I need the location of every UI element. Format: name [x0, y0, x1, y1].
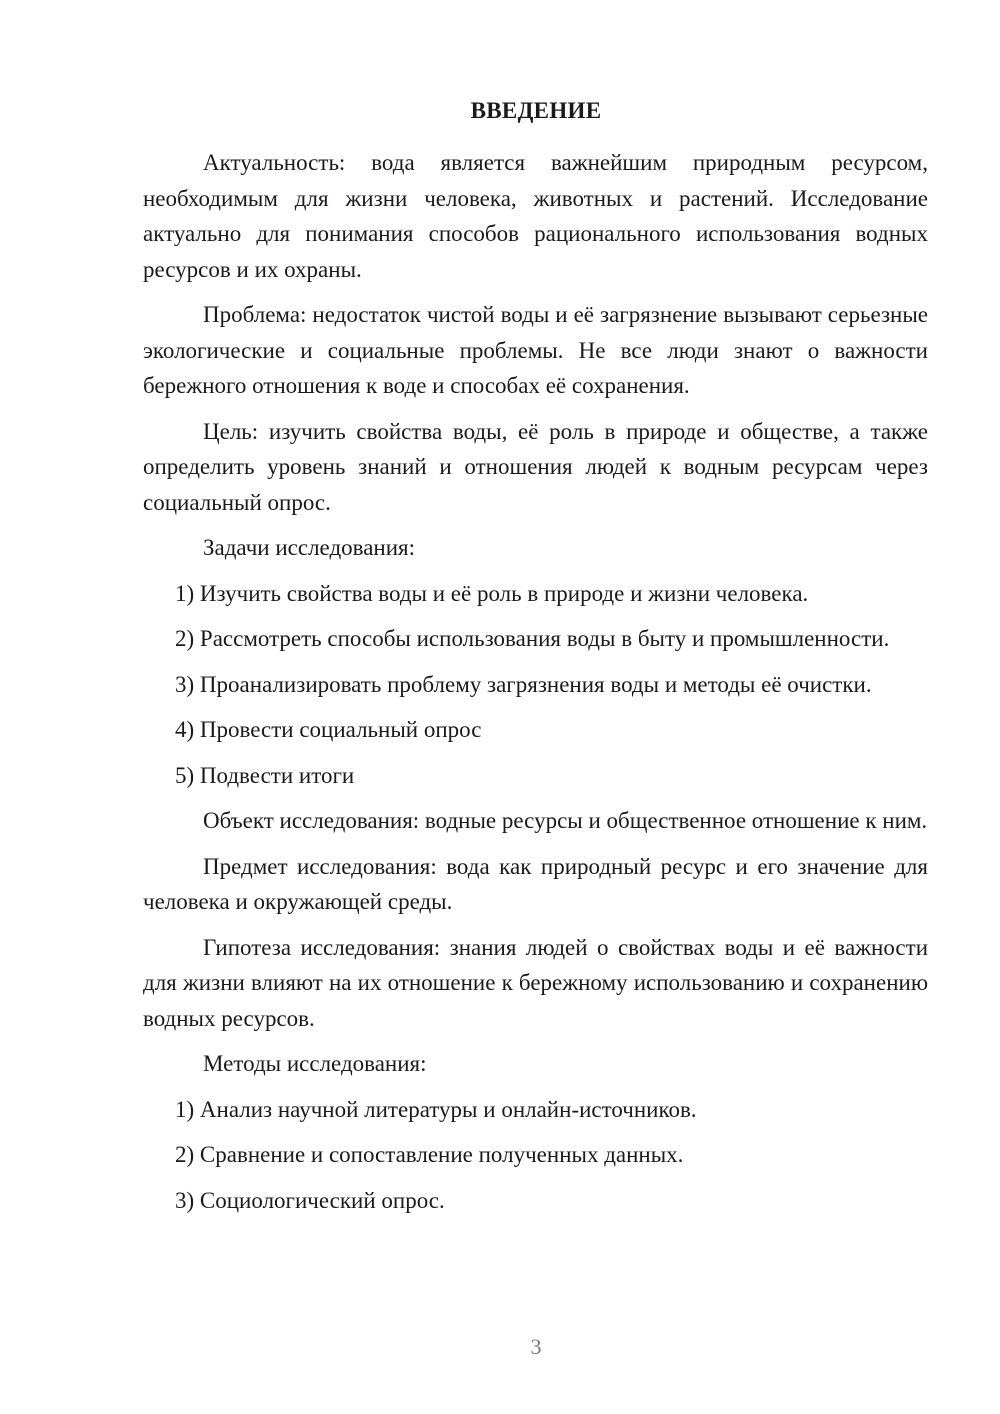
paragraph-hypothesis: Гипотеза исследования: знания людей о свойствах воды и её важности для жизни влияют на их отношение к бережному использованию и сохранению водных ресурсов.	[143, 934, 928, 1031]
task-item: 2) Рассмотреть способы использования воды в быту и промышленности.	[175, 626, 890, 651]
method-item: 2) Сравнение и сопоставление полученных данных.	[175, 1142, 684, 1167]
task-item: 1) Изучить свойства воды и её роль в природе и жизни человека.	[175, 580, 809, 606]
paragraph-problem: Проблема: недостаток чистой воды и её загрязнение вызывают серьезные экологические и социальные проблемы. Не все люди знают о важности бережного отношения к воде и способах её сохранения.	[143, 302, 928, 398]
paragraph-relevance: Актуальность: вода является важнейшим природным ресурсом, необходимым для жизни человека, животных и растений. Исследование актуально для понимания способов рационального использования водных ресурсов и их охраны.	[143, 150, 928, 282]
body-text	[143, 145, 928, 1228]
method-item: 3) Социологический опрос.	[175, 1187, 445, 1213]
task-item: 3) Проанализировать проблему загрязнения воды и методы её очистки.	[175, 671, 872, 697]
page-number: 3	[530, 1334, 542, 1359]
paragraph-tasks-heading: Задачи исследования:	[203, 535, 416, 560]
paragraph-methods-heading: Методы исследования:	[203, 1051, 427, 1076]
method-item: 1) Анализ научной литературы и онлайн-источников.	[175, 1096, 697, 1122]
paragraph-subject: Предмет исследования: вода как природный ресурс и его значение для человека и окружающей среды.	[143, 853, 928, 914]
task-item: 4) Провести социальный опрос	[175, 717, 482, 742]
paragraph-goal: Цель: изучить свойства воды, её роль в природе и обществе, а также определить уровень знаний и отношения людей к водным ресурсам через социальный опрос.	[143, 418, 928, 515]
task-item: 5) Подвести итоги	[175, 762, 355, 788]
paragraph-object: Объект исследования: водные ресурсы и общественное отношение к ним.	[203, 808, 928, 833]
section-title: ВВЕДЕНИЕ	[470, 98, 602, 123]
